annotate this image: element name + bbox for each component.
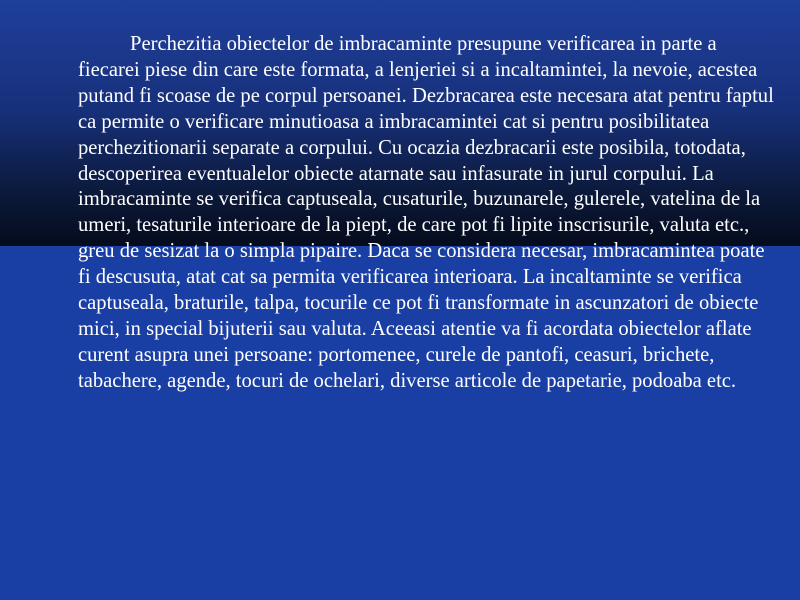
- slide-body-paragraph: Perchezitia obiectelor de imbracaminte presupune verificarea in parte a fiecarei piese din care este formata, a lenjeriei si a incaltamintei, la nevoie, acestea putand fi scoase de pe corpul persoanei. Dezbracarea este necesara atat pentru faptul ca permite o verificare minutioasa a imbracamintei cat si pentru posibilitatea perchezitionarii separate a corpului. Cu ocazia dezbracarii este posibila, totodata, descoperirea eventualelor obiecte atarnate sau infasurate in jurul corpului. La imbracaminte se verifica captuseala, cusaturile, buzunarele, gulerele, vatelina de la umeri, tesaturile interioare de la piept, de care pot fi lipite inscrisurile, valuta etc., greu de sesizat la o simpla pipaire. Daca se considera necesar, imbracamintea poate fi descusuta, atat cat sa permita verificarea interioara. La incaltaminte se verifica captuseala, braturile, talpa, tocurile ce pot fi transformate in ascunzatori de obiecte mici, in special bijuterii sau valuta. Aceeasi atentie va fi acordata obiectelor aflate curent asupra unei persoane: portomenee, curele de pantofi, ceasuri, brichete, tabachere, agende, tocuri de ochelari, diverse articole de papetarie, podoaba etc.: [78, 33, 774, 392]
